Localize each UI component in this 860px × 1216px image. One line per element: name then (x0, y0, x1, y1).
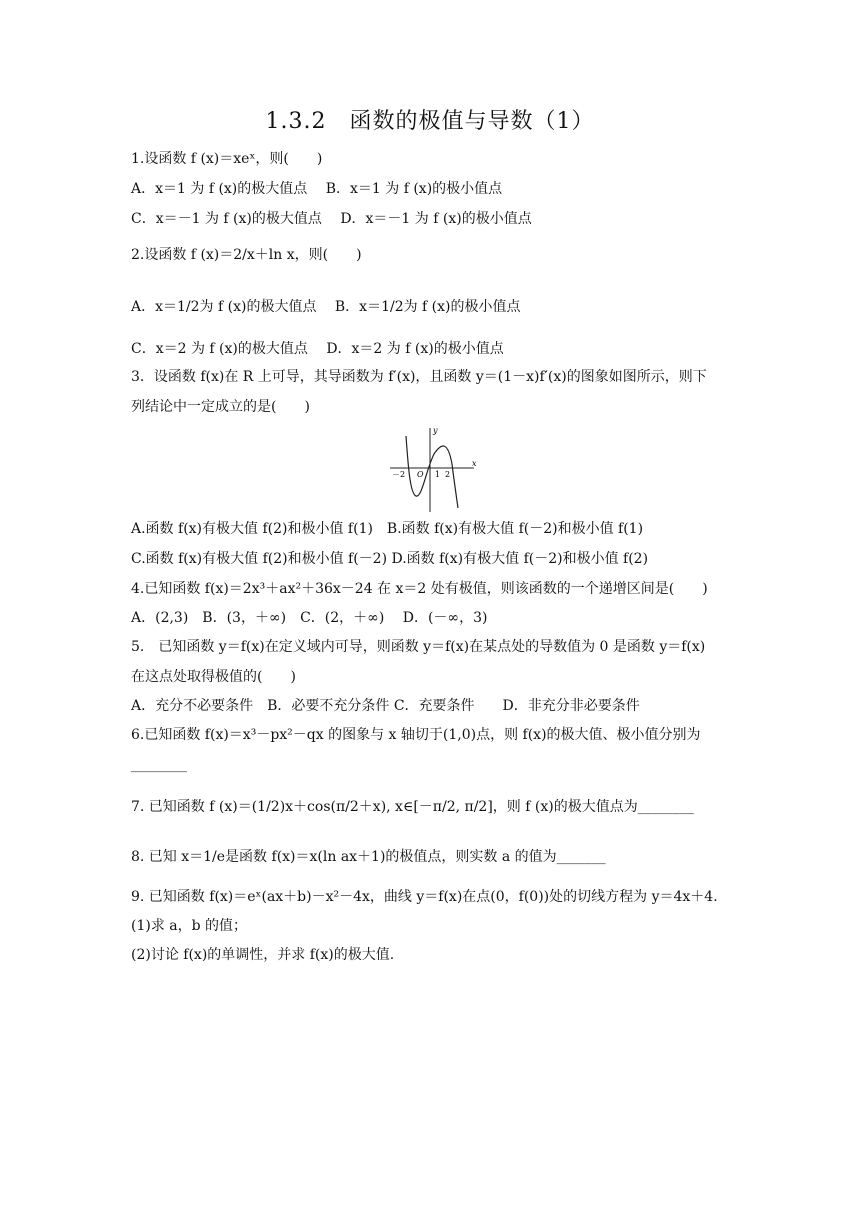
question-7-stem: 7. 已知函数 f (x)＝(1/2)x＋cos(π/2＋x), x∈[－π/2, π/2]，则 f (x)的极大值点为________ (131, 799, 694, 815)
tick-label-2: 2 (445, 470, 451, 479)
question-6-stem: 6.已知函数 f(x)＝x³－px²－qx 的图象与 x 轴切于(1,0)点，则 f(x)的极大值、极小值分别为 (131, 727, 701, 743)
y-axis-label: y (433, 426, 438, 435)
question-4-options: A．(2,3) B．(3，＋∞) C．(2，＋∞) D．(－∞，3) (131, 610, 488, 626)
derivative-graph-figure (388, 424, 478, 514)
question-1-stem: 1.设函数 f (x)＝xeˣ，则( ) (131, 151, 323, 167)
question-9-stem: 9. 已知函数 f(x)＝eˣ(ax＋b)－x²－4x，曲线 y＝f(x)在点(0，f(0))处的切线方程为 y＝4x＋4. (131, 889, 718, 905)
curve (406, 436, 458, 508)
question-4-stem: 4.已知函数 f(x)＝2x³＋ax²＋36x－24 在 x＝2 处有极值，则该函数的一个递增区间是( ) (131, 581, 708, 597)
origin-label: O (417, 470, 424, 479)
question-5-options: A．充分不必要条件 B．必要不充分条件 C．充要条件 D．非充分非必要条件 (131, 698, 640, 714)
question-8-stem: 8. 已知 x＝1/e是函数 f(x)＝x(ln ax＋1)的极值点，则实数 a 的值为_______ (131, 849, 606, 865)
question-2-stem: 2.设函数 f (x)＝2/x＋ln x，则( ) (131, 247, 362, 263)
page-title: 1.3.2 函数的极值与导数（1） (265, 109, 595, 134)
question-5-stem-line1: 5. 已知函数 y＝f(x)在定义域内可导，则函数 y＝f(x)在某点处的导数值为 0 是函数 y＝f(x) (131, 639, 706, 655)
question-3-stem-line1: 3．设函数 f(x)在 R 上可导，其导函数为 f′(x)，且函数 y＝(1－x)f′(x)的图象如图所示，则下 (131, 369, 707, 385)
question-2-options-ab: A．x＝1/2为 f (x)的极大值点 B．x＝1/2为 f (x)的极小值点 (131, 299, 521, 315)
tick-label-1: 1 (435, 470, 441, 479)
question-2-options-cd: C．x＝2 为 f (x)的极大值点 D．x＝2 为 f (x)的极小值点 (131, 341, 504, 357)
question-9-part-1: (1)求 a，b 的值； (131, 918, 248, 934)
question-1-options-ab: A．x＝1 为 f (x)的极大值点 B．x＝1 为 f (x)的极小值点 (131, 181, 503, 197)
question-5-stem-line2: 在这点处取得极值的( ) (131, 669, 296, 685)
question-3-stem-line2: 列结论中一定成立的是( ) (131, 399, 310, 415)
question-3-options-ab: A.函数 f(x)有极大值 f(2)和极小值 f(1) B.函数 f(x)有极大值 f(－2)和极小值 f(1) (131, 521, 644, 537)
question-9-part-2: (2)讨论 f(x)的单调性，并求 f(x)的极大值. (131, 947, 395, 963)
x-axis-label: x (472, 459, 477, 468)
tick-label-neg2: －2 (392, 470, 406, 479)
question-6-answer-blank: ________ (131, 757, 187, 773)
derivative-graph (388, 424, 478, 514)
question-1-options-cd: C．x＝－1 为 f (x)的极大值点 D．x＝－1 为 f (x)的极小值点 (131, 211, 532, 227)
question-3-options-cd: C.函数 f(x)有极大值 f(2)和极小值 f(－2) D.函数 f(x)有极大值 f(－2)和极小值 f(2) (131, 551, 649, 567)
